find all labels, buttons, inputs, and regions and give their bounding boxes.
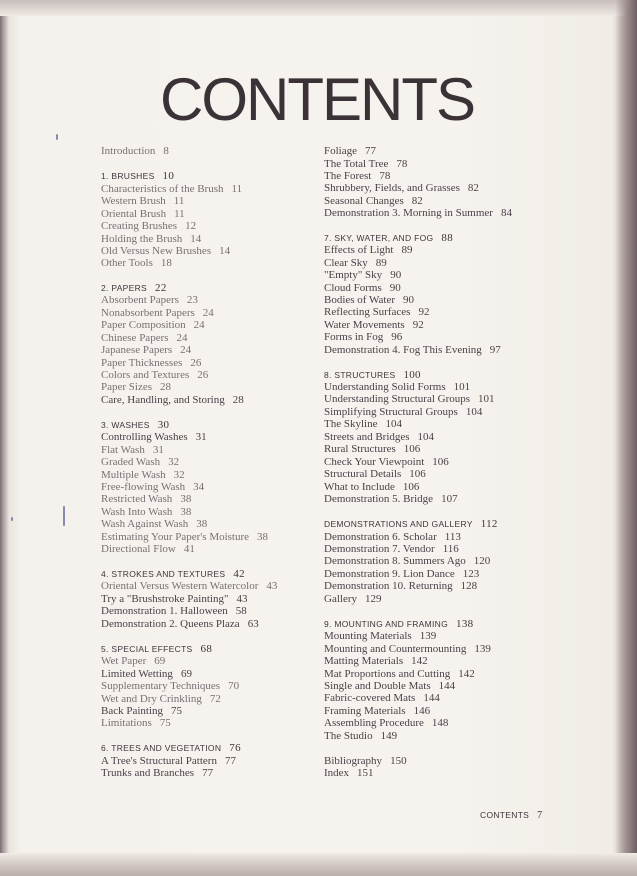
toc-entry-title: Free-flowing Wash [101,481,186,493]
toc-entry-title: Old Versus New Brushes [101,245,212,257]
toc-entry-title: Holding the Brush [101,233,183,245]
toc-page-number: 78 [379,170,391,182]
toc-entry [101,431,207,444]
toc-page-number: 106 [409,468,426,480]
toc-page-number: 43 [236,593,248,605]
toc-entry [324,393,495,406]
toc-entry-title: Reflecting Surfaces [324,306,411,318]
toc-entry-title: Flat Wash [101,444,145,456]
toc-entry-title: Japanese Papers [101,344,173,356]
toc-entry-title: DEMONSTRATIONS AND GALLERY [324,519,473,529]
toc-entry-title: 6. TREES AND VEGETATION [101,743,222,753]
toc-entry [324,767,374,780]
toc-entry-title: Graded Wash [101,456,161,468]
toc-entry-title: Understanding Solid Forms [324,381,446,393]
toc-entry [101,518,207,531]
toc-entry-title: Streets and Bridges [324,431,410,443]
toc-entry-title: Paper Composition [101,319,186,331]
toc-entry [101,220,196,233]
toc-page-number: 26 [190,357,202,369]
toc-page-number: 68 [200,643,213,655]
toc-page-number: 77 [365,145,376,157]
toc-entry-title: The Forest [324,170,372,182]
toc-page-number: 104 [417,431,435,443]
toc-page-number: 100 [403,369,421,381]
toc-entry-title: Oriental Brush [101,208,167,220]
toc-page-number: 14 [190,233,202,245]
toc-page-number: 89 [401,244,413,256]
toc-entry-title: 5. SPECIAL EFFECTS [101,644,193,654]
toc-entry-title: Assembling Procedure [324,717,424,729]
toc-entry [101,680,239,693]
toc-page-number: 41 [183,543,195,555]
toc-page-number: 11 [231,183,243,195]
toc-page-number: 75 [159,717,171,729]
toc-page-number: 34 [193,481,205,493]
toc-page-number: 90 [390,269,402,281]
toc-entry-title: The Total Tree [324,158,389,170]
toc-entry [101,543,195,556]
toc-entry [324,306,429,319]
footer-page-number: 7 [537,810,543,821]
toc-entry [101,394,244,407]
toc-entry-title: Demonstration 7. Vendor [324,543,435,555]
toc-entry-title: 1. BRUSHES [101,171,155,181]
toc-entry-title: Wash Against Wash [101,518,189,530]
toc-entry [101,195,184,208]
toc-entry-title: Demonstration 3. Morning in Summer [324,207,493,219]
toc-entry [324,692,440,705]
toc-entry-title: Controlling Washes [101,431,188,443]
toc-entry-title: Demonstration 4. Fog This Evening [324,344,482,356]
toc-entry-title: Fabric-covered Mats [324,692,416,704]
toc-page-number: 38 [257,531,269,543]
toc-page-number: 77 [202,767,214,779]
toc-entry-title: Mat Proportions and Cutting [324,668,451,680]
toc-entry [101,580,277,593]
toc-entry-title: 4. STROKES AND TEXTURES [101,569,226,579]
toc-entry-title: Demonstration 5. Bridge [324,493,434,505]
toc-page-number: 76 [229,742,241,754]
toc-entry-title: Bibliography [324,755,383,767]
toc-section-heading [324,518,498,531]
toc-entry-title: Colors and Textures [101,369,190,381]
toc-page-number: 106 [402,481,420,493]
toc-entry-title: Characteristics of the Brush [101,183,224,195]
toc-entry-title: Single and Double Mats [324,680,431,692]
toc-page-number: 24 [176,332,188,344]
toc-entry [101,319,205,332]
toc-entry-title: Framing Materials [324,705,406,717]
toc-entry-title: The Skyline [324,418,378,430]
toc-page-number: 96 [391,331,403,343]
toc-entry-title: Care, Handling, and Storing [101,394,225,406]
toc-page-number: 10 [162,170,175,182]
toc-page-number: 89 [375,257,387,269]
toc-page-number: 32 [173,469,185,481]
toc-page-number: 151 [357,767,374,779]
toc-entry-title: 2. PAPERS [101,283,148,293]
toc-page-number: 97 [489,344,501,356]
toc-page-number: 128 [460,580,478,592]
toc-page-number: 32 [168,456,180,468]
toc-entry-title: Western Brush [101,195,166,207]
toc-page-number: 112 [480,518,498,530]
toc-page-number: 8 [163,145,169,157]
toc-page-number: 150 [390,755,407,767]
toc-entry [101,767,213,780]
toc-entry-title: Limited Wetting [101,668,173,680]
toc-page-number: 148 [431,717,449,729]
toc-entry-title: Seasonal Changes [324,195,404,207]
toc-page-number: 24 [180,344,192,356]
toc-page-number: 149 [380,730,398,742]
toc-page-number: 11 [173,195,185,207]
toc-entry [324,630,436,643]
toc-entry-title: Check Your Viewpoint [324,456,425,468]
toc-entry-title: Trunks and Branches [101,767,195,779]
toc-entry-title: Supplementary Techniques [101,680,221,692]
toc-entry [101,381,171,394]
toc-page-number: 88 [441,232,454,244]
toc-page-number: 38 [196,518,208,530]
toc-entry-title: Foliage [324,145,357,157]
toc-page-number: 113 [444,531,461,543]
toc-entry-title: Oriental Versus Western Watercolor [101,580,259,592]
toc-entry-title: Paper Thicknesses [101,357,183,369]
toc-entry [101,456,179,469]
toc-page-number: 90 [403,294,415,306]
toc-entry-title: A Tree's Structural Pattern [101,755,217,767]
toc-page-number: 139 [474,643,491,655]
toc-entry-title: Directional Flow [101,543,176,555]
toc-page-number: 18 [160,257,172,269]
toc-page-number: 101 [478,393,495,405]
toc-page-number: 139 [419,630,437,642]
toc-entry-title: Bodies of Water [324,294,396,306]
toc-entry [101,717,171,730]
toc-page-number: 31 [195,431,207,443]
toc-page-number: 38 [180,506,192,518]
toc-entry [324,493,458,506]
toc-entry-title: Creating Brushes [101,220,178,232]
toc-page-number: 84 [500,207,512,219]
toc-entry-title: 9. MOUNTING AND FRAMING [324,619,449,629]
toc-entry-title: Matting Materials [324,655,404,667]
toc-entry-title: Multiple Wash [101,469,166,481]
toc-page-number: 28 [160,381,172,393]
page-title: CONTENTS [160,66,474,133]
toc-page-number: 26 [197,369,209,381]
toc-page-number: 24 [202,307,214,319]
toc-entry-title: Nonabsorbent Papers [101,307,195,319]
toc-page-number: 42 [233,568,245,580]
toc-entry-title: Water Movements [324,319,405,331]
toc-page-number: 63 [247,618,259,630]
toc-page-number: 28 [232,394,244,406]
toc-entry-title: 7. SKY, WATER, AND FOG [324,233,434,243]
toc-page-number: 92 [418,306,430,318]
toc-page-number: 75 [171,705,183,717]
toc-page-number: 70 [228,680,240,692]
toc-page-number: 104 [385,418,402,430]
toc-entry-title: Shrubbery, Fields, and Grasses [324,182,460,194]
toc-page-number: 72 [209,693,221,705]
toc-page-number: 92 [412,319,424,331]
toc-entry-title: Understanding Structural Groups [324,393,471,405]
toc-page-number: 82 [411,195,423,207]
toc-entry-title: 8. STRUCTURES [324,370,396,380]
toc-entry-title: Demonstration 2. Queens Plaza [101,618,240,630]
toc-page-number: 116 [442,543,459,555]
toc-entry [324,468,426,481]
toc-entry-title: Clear Sky [324,257,368,269]
toc-entry [101,145,169,158]
toc-entry-title: Back Painting [101,705,164,717]
toc-entry [324,593,381,606]
toc-page-number: 123 [462,568,480,580]
toc-entry [324,717,448,730]
toc-entry [324,207,512,220]
toc-entry [101,257,172,270]
toc-page-number: 58 [235,605,247,617]
toc-entry-title: Introduction [101,145,156,157]
toc-entry [324,580,477,593]
toc-page-number: 22 [155,282,167,294]
pen-mark [56,134,58,140]
toc-page-number: 11 [174,208,185,220]
pen-mark [11,517,13,521]
toc-page-number: 69 [180,668,192,680]
toc-page-number: 101 [453,381,471,393]
toc-page-number: 138 [456,618,474,630]
toc-entry-title: Structural Details [324,468,402,480]
toc-entry-title: "Empty" Sky [324,269,383,281]
toc-entry [101,655,165,668]
toc-entry [101,493,191,506]
toc-entry [101,294,198,307]
toc-entry-title: Forms in Fog [324,331,384,343]
toc-page-number: 24 [193,319,205,331]
toc-section-heading [101,742,241,755]
toc-entry-title: Wet and Dry Crinkling [101,693,202,705]
toc-entry [101,344,191,357]
toc-entry [101,605,247,618]
toc-entry-title: Cloud Forms [324,282,382,294]
toc-entry-title: Demonstration 6. Scholar [324,531,437,543]
toc-entry-title: Other Tools [101,257,153,269]
toc-page-number: 144 [438,680,456,692]
toc-entry-title: Limitations [101,717,152,729]
toc-entry-title: The Studio [324,730,373,742]
toc-entry-title: Gallery [324,593,357,605]
toc-page-number: 82 [467,182,479,194]
toc-entry-title: Chinese Papers [101,332,169,344]
footer-label: CONTENTS [480,810,530,820]
toc-entry-title: Restricted Wash [101,493,173,505]
toc-section-heading [101,170,174,183]
toc-entry [324,443,420,456]
toc-entry [324,555,490,568]
toc-entry-title: Mounting and Countermounting [324,643,467,655]
toc-entry [324,145,376,158]
toc-page-number: 77 [224,755,236,767]
toc-entry-title: Try a "Brushstroke Painting" [101,593,229,605]
toc-entry [324,655,428,668]
toc-entry [324,418,402,431]
toc-entry-title: Demonstration 10. Returning [324,580,453,592]
toc-page-number: 69 [154,655,166,667]
toc-entry [324,182,479,195]
toc-page-number: 23 [186,294,198,306]
toc-entry-title: Estimating Your Paper's Moisture [101,531,250,543]
toc-page-number: 106 [403,443,421,455]
toc-page-number: 129 [364,593,382,605]
toc-page-number: 12 [185,220,197,232]
toc-entry [324,331,402,344]
toc-entry [101,618,259,631]
toc-page-number: 104 [465,406,483,418]
toc-entry [324,344,501,357]
toc-entry-title: 3. WASHES [101,420,150,430]
toc-page-number: 106 [432,456,449,468]
toc-page-number: 142 [458,668,475,680]
toc-entry-title: Wet Paper [101,655,147,667]
running-footer [480,810,542,821]
toc-page-number: 78 [396,158,408,170]
toc-page-number: 144 [423,692,440,704]
toc-entry-title: Wash Into Wash [101,506,173,518]
toc-entry-title: Demonstration 9. Lion Dance [324,568,455,580]
toc-page-number: 43 [266,580,278,592]
toc-page-number: 31 [152,444,164,456]
toc-entry-title: Effects of Light [324,244,394,256]
toc-page-number: 146 [413,705,431,717]
toc-entry-title: Demonstration 1. Halloween [101,605,228,617]
toc-entry-title: Absorbent Papers [101,294,179,306]
toc-page-number: 38 [180,493,192,505]
toc-entry-title: Paper Sizes [101,381,153,393]
toc-entry [324,730,397,743]
pen-mark [63,506,65,526]
toc-entry-title: What to Include [324,481,395,493]
toc-entry [324,244,412,257]
toc-entry-title: Index [324,767,350,779]
toc-entry-title: Demonstration 8. Summers Ago [324,555,466,567]
toc-page-number: 142 [411,655,428,667]
toc-entry-title: Mounting Materials [324,630,412,642]
toc-entry-title: Rural Structures [324,443,396,455]
toc-page-number: 30 [157,419,170,431]
toc-page-number: 90 [389,282,401,294]
toc-entry-title: Simplifying Structural Groups [324,406,458,418]
toc-page-number: 14 [219,245,231,257]
toc-page-number: 107 [441,493,458,505]
toc-entry [324,269,401,282]
toc-page-number: 120 [473,555,491,567]
